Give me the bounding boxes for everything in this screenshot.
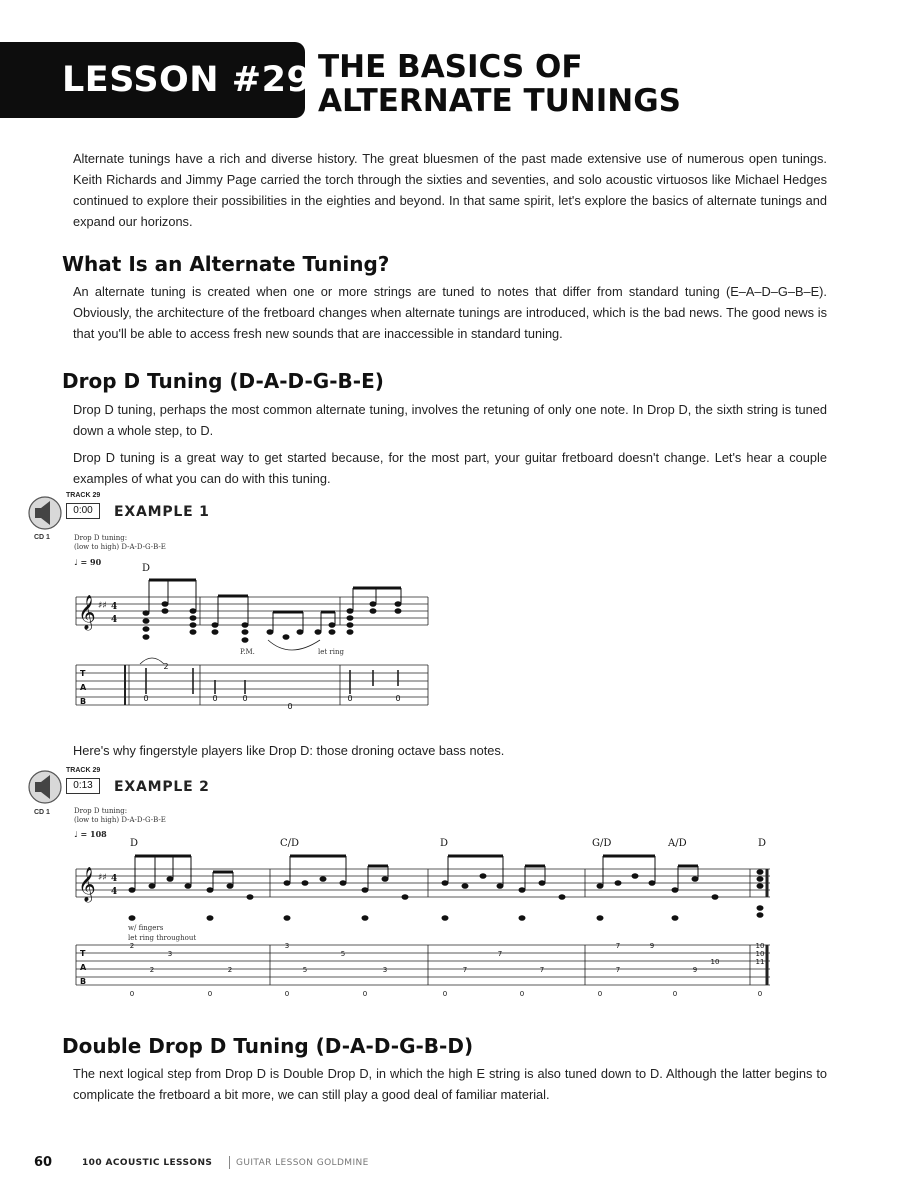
cd-label: CD 1 — [34, 534, 50, 541]
chord-symbol: A/D — [668, 838, 687, 849]
tab-number: 7 — [539, 966, 545, 974]
tab-number: 7 — [462, 966, 468, 974]
tab-number: 3 — [167, 950, 173, 958]
svg-text:B: B — [80, 977, 87, 986]
tab-number: 10 — [755, 942, 765, 950]
tab-number: 0 — [287, 702, 293, 711]
chord-symbol: C/D — [280, 838, 300, 849]
tab-number: 0 — [212, 694, 218, 703]
let-ring-mark: let ring — [318, 648, 344, 656]
svg-text:T: T — [80, 949, 86, 958]
tab-number: 0 — [442, 990, 448, 998]
tab-number: 7 — [497, 950, 503, 958]
heading-drop-d: Drop D Tuning (D-A-D-G-B-E) — [62, 369, 384, 393]
svg-text:4: 4 — [111, 615, 118, 625]
cd-label: CD 1 — [34, 809, 50, 816]
tab-number: 0 — [519, 990, 525, 998]
palm-mute-mark: P.M. — [240, 648, 255, 656]
what-is-paragraph: An alternate tuning is created when one or more strings are tuned to notes that differ from standard tuning (E–A–D–G–B–E). Obviously, the architecture of the fretboard changes when alternate tunings are introduced, which is the bad news. The good news is that you'll be able to access fresh new sounds that are inaccessible in standard tuning. — [73, 284, 827, 341]
tab-number: 9 — [692, 966, 698, 974]
track-label: TRACK 29 — [66, 767, 101, 774]
tab-number: 7 — [615, 966, 621, 974]
tab-number: 2 — [227, 966, 233, 974]
track-time: 0:13 — [66, 778, 100, 794]
svg-text:A: A — [80, 683, 87, 692]
svg-text:4: 4 — [111, 602, 118, 612]
let-ring-mark: let ring throughout — [128, 934, 197, 942]
tab-number: 3 — [382, 966, 388, 974]
tab-number: 5 — [340, 950, 346, 958]
footer-divider — [229, 1156, 230, 1169]
svg-text:T: T — [80, 669, 86, 678]
tab-number: 3 — [284, 942, 290, 950]
page-number: 60 — [34, 1155, 53, 1170]
svg-text:𝄞: 𝄞 — [78, 867, 96, 902]
tab-number: 2 — [163, 662, 169, 671]
drop-d-paragraph-2: Drop D tuning is a great way to get started because, for the most part, your guitar fretboard doesn't change. Let's hear a couple examples of what you can do with this tuning. — [73, 450, 827, 486]
double-drop-d-paragraph: The next logical step from Drop D is Double Drop D, in which the high E string is also tuned down to D. Although the latter begins to complicate the fretboard a bit more, we can still play a good deal of familiar material. — [73, 1066, 827, 1102]
lesson-title-line1: THE BASICS OF — [318, 49, 583, 85]
lesson-title-line2: ALTERNATE TUNINGS — [318, 83, 681, 119]
tab-number: 7 — [615, 942, 621, 950]
heading-double-drop-d: Double Drop D Tuning (D-A-D-G-B-D) — [62, 1034, 474, 1058]
track-label: TRACK 29 — [66, 492, 101, 499]
svg-text:A: A — [80, 963, 87, 972]
tab-number: 0 — [362, 990, 368, 998]
tab-number: 11 — [755, 958, 765, 966]
tab-number: 10 — [755, 950, 765, 958]
svg-text:♯♯: ♯♯ — [98, 873, 107, 883]
tab-number: 9 — [649, 942, 655, 950]
chord-symbol: D — [130, 838, 139, 849]
svg-text:B: B — [80, 697, 87, 706]
tempo-marking: ♩ = 90 — [74, 557, 102, 567]
tab-number: 0 — [284, 990, 290, 998]
tab-number: 0 — [757, 990, 763, 998]
intro-paragraph: Alternate tunings have a rich and diverse history. The great bluesmen of the past made extensive use of numerous open tunings. Keith Richards and Jimmy Page carried the torch through the sixties and seventies, and solo acoustic virtuosos like Michael Hedges continued to explore their possibilities in the eighties and beyond. In that same spirit, let's explore the basics of alternate tunings and expand our horizons. — [73, 151, 827, 229]
chord-symbol: D — [142, 563, 151, 574]
svg-text:♯♯: ♯♯ — [98, 601, 107, 611]
example-1-title: EXAMPLE 1 — [114, 504, 210, 520]
heading-what-is: What Is an Alternate Tuning? — [62, 252, 390, 276]
tab-number: 2 — [129, 942, 135, 950]
track-time: 0:00 — [66, 503, 100, 519]
tab-number: 0 — [597, 990, 603, 998]
between-paragraph: Here's why fingerstyle players like Drop D: those droning octave bass notes. — [73, 743, 505, 758]
tab-number: 0 — [242, 694, 248, 703]
technique-mark: w/ fingers — [128, 924, 164, 932]
svg-text:𝄞: 𝄞 — [78, 595, 96, 630]
chord-symbol: G/D — [592, 838, 612, 849]
tempo-marking: ♩ = 108 — [74, 829, 107, 839]
svg-text:4: 4 — [111, 874, 118, 884]
tab-number: 0 — [207, 990, 213, 998]
tab-number: 0 — [395, 694, 401, 703]
tuning-note: Drop D tuning: (low to high) D-A-D-G-B-E — [74, 807, 166, 824]
tab-number: 0 — [129, 990, 135, 998]
tab-number: 10 — [710, 958, 720, 966]
tab-number: 0 — [143, 694, 149, 703]
series-title: GUITAR LESSON GOLDMINE — [236, 1158, 369, 1168]
book-title: 100 ACOUSTIC LESSONS — [82, 1158, 213, 1168]
tab-number: 5 — [302, 966, 308, 974]
chord-symbol: D — [440, 838, 449, 849]
tab-number: 2 — [149, 966, 155, 974]
example-2-title: EXAMPLE 2 — [114, 779, 210, 795]
svg-text:4: 4 — [111, 887, 118, 897]
tab-number: 0 — [347, 694, 353, 703]
drop-d-paragraph-1: Drop D tuning, perhaps the most common alternate tuning, involves the retuning of only one note. In Drop D, the sixth string is tuned down a whole step, to D. — [73, 402, 827, 438]
tuning-note: Drop D tuning: (low to high) D-A-D-G-B-E — [74, 534, 166, 551]
chord-symbol: D — [758, 838, 767, 849]
lesson-number: LESSON #29: — [62, 60, 326, 100]
tab-number: 0 — [672, 990, 678, 998]
